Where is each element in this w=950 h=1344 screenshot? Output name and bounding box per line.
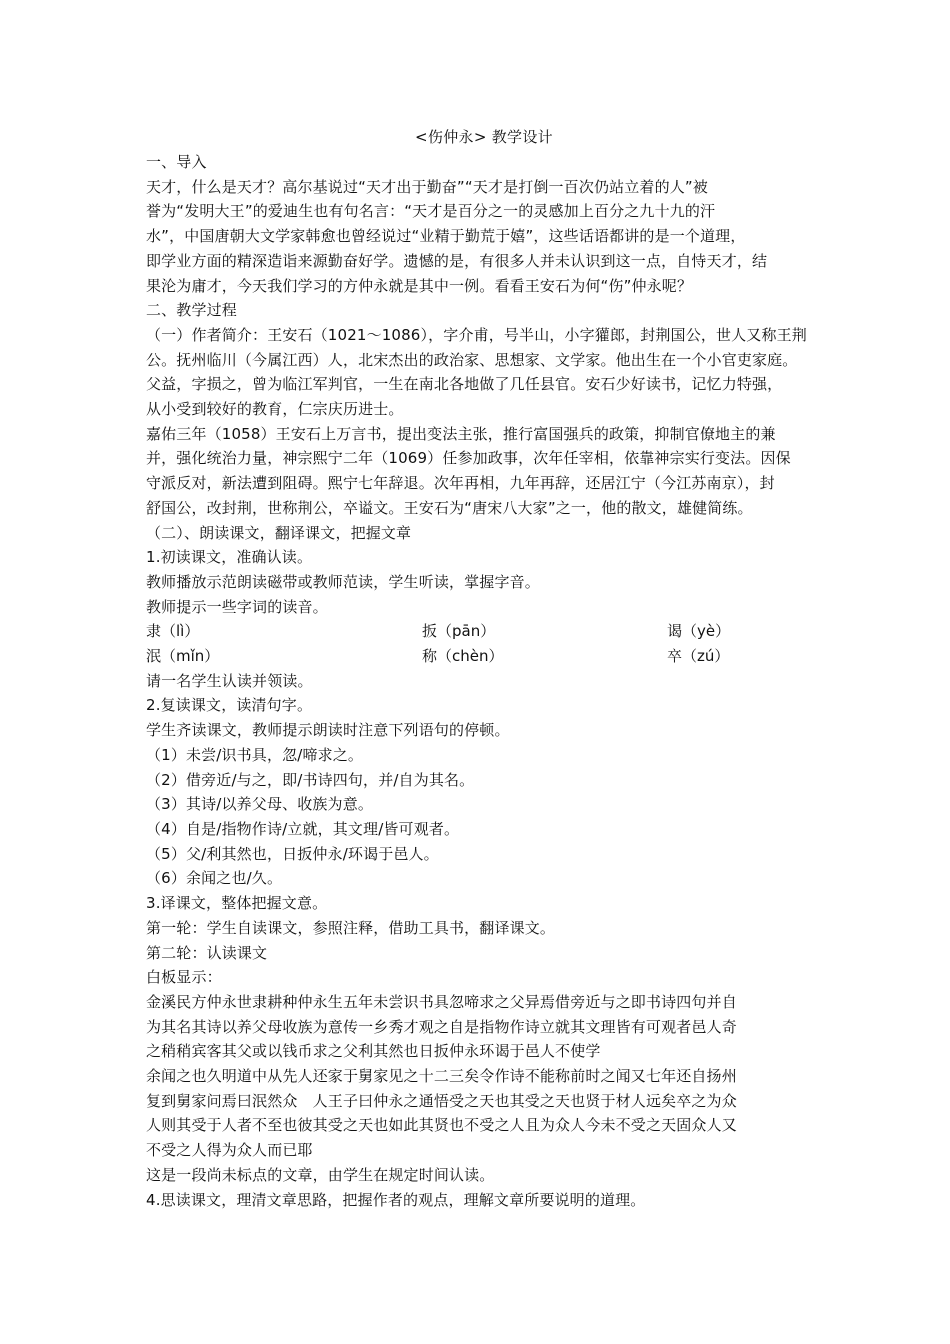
reform-paragraph	[146, 422, 822, 521]
classical-text-line: 为其名其诗以养父母收族为意传一乡秀才观之自是指物作诗立就其文理皆有可观者邑人奇	[146, 1017, 737, 1036]
author-line: 父益，字损之，曾为临江军判官，一生在南北各地做了几任县官。安石少好读书，记忆力特强，	[146, 375, 783, 394]
pause-item: （3）其诗/以养父母、收族为意。	[146, 795, 373, 814]
author-line: 公。抚州临川（今属江西）人，北宋杰出的政治家、思想家、文学家。他出生在一个小官吏家庭。	[146, 350, 798, 369]
step-1-text: 请一名学生认读并领读。	[146, 671, 313, 690]
classical-text-line: 复到舅家问焉曰泯然众 人王子曰仲永之通悟受之天也其受之天也贤于材人远矣卒之为众	[146, 1091, 737, 1110]
page-title: <伤仲永> 教学设计	[415, 128, 553, 146]
step-1-text: 教师播放示范朗读磁带或教师范读，学生听读，掌握字音。	[146, 572, 540, 591]
author-line: 从小受到较好的教育，仁宗庆历进士。	[146, 400, 404, 419]
subsection-heading-reading: （二）、朗读课文，翻译课文，把握文章	[146, 523, 412, 542]
section-heading-intro: 一、导入	[146, 153, 207, 171]
round-1-text: 第一轮：学生自读课文，参照注释，借助工具书，翻译课文。	[146, 918, 556, 937]
classical-text-line: 余闻之也久明道中从先人还家于舅家见之十二三矣令作诗不能称前时之闻又七年还自扬州	[146, 1067, 737, 1086]
step-1-heading: 1.初读课文，准确认读。	[146, 548, 313, 567]
pause-item: （4）自是/指物作诗/立就，其文理/皆可观者。	[146, 819, 460, 838]
pause-item: （1）未尝/识书具，忽/啼求之。	[146, 745, 364, 764]
step-2-text: 学生齐读课文，教师提示朗读时注意下列语句的停顿。	[146, 721, 510, 740]
reform-line: 并，强化统治力量，神宗熙宁二年（1069）任参加政事，次年任宰相，依靠神宗实行变法。因保	[146, 449, 791, 468]
author-line: （一）作者简介：王安石（1021～1086），字介甫，号半山，小字獾郎，封荆国公，世人又称王荆	[146, 325, 807, 344]
intro-line: 天才，什么是天才？高尔基说过“天才出于勤奋”“天才是打倒一百次仍站立着的人”被	[146, 177, 708, 196]
step-3-heading: 3.译课文，整体把握文意。	[146, 894, 328, 913]
classical-text-line: 不受之人得为众人而已耶	[146, 1141, 313, 1160]
pause-item: （6）余闻之也/久。	[146, 869, 283, 888]
step-1-text: 教师提示一些字词的读音。	[146, 597, 328, 616]
intro-line: 水”，中国唐朝大文学家韩愈也曾经说过“业精于勤荒于嬉”，这些话语都讲的是一个道理，	[146, 227, 746, 246]
pronunciation-item: 谒（yè）	[667, 622, 731, 641]
pronunciation-item: 卒（zú）	[667, 647, 730, 666]
pronunciation-item: 扳（pān）	[422, 622, 496, 641]
reform-line: 嘉佑三年（1058）王安石上万言书，提出变法主张，推行富国强兵的政策，抑制官僚地主的兼	[146, 424, 776, 443]
intro-line: 誉为“发明大王”的爱迪生也有句名言：“天才是百分之一的灵感加上百分之九十九的汗	[146, 202, 716, 221]
pronunciation-item: 隶（lì）	[146, 622, 200, 641]
reform-line: 舒国公，改封荆，世称荆公，卒谥文。王安石为“唐宋八大家”之一，他的散文，雄健简练。	[146, 498, 753, 517]
intro-line: 果沦为庸才，今天我们学习的方仲永就是其中一例。看看王安石为何“伤”仲永呢？	[146, 276, 693, 295]
reform-line: 守派反对，新法遭到阻碍。熙宁七年辞退。次年再相，九年再辞，还居江宁（今江苏南京），封	[146, 474, 775, 493]
pause-item: （2）借旁近/与之，即/书诗四句，并/自为其名。	[146, 770, 475, 789]
intro-paragraph	[146, 175, 822, 299]
step-2-heading: 2.复读课文，读清句字。	[146, 696, 313, 715]
classical-text-line: 之稍稍宾客其父或以钱币求之父利其然也日扳仲永环谒于邑人不使学	[146, 1042, 601, 1061]
intro-line: 即学业方面的精深造诣来源勤奋好学。遗憾的是，有很多人并未认识到这一点，自恃天才，结	[146, 251, 768, 270]
whiteboard-label: 白板显示：	[146, 968, 222, 987]
pronunciation-item: 称（chèn）	[422, 647, 504, 666]
classical-text-line: 人则其受于人者不至也彼其受之天也如此其贤也不受之人且为众人今未不受之天固众人又	[146, 1116, 737, 1135]
pronunciation-item: 泯（mǐn）	[146, 647, 220, 666]
pronunciation-row	[146, 644, 822, 669]
classical-text-line: 金溪民方仲永世隶耕种仲永生五年未尝识书具忽啼求之父异焉借旁近与之即书诗四句并自	[146, 992, 737, 1011]
document-page	[146, 126, 822, 1212]
round-2-text: 第二轮：认读课文	[146, 943, 268, 962]
step-4-heading: 4.思读课文，理清文章思路，把握作者的观点，理解文章所要说明的道理。	[146, 1190, 646, 1209]
pause-item: （5）父/利其然也，日扳仲永/环谒于邑人。	[146, 844, 439, 863]
author-paragraph	[146, 323, 822, 422]
note-text: 这是一段尚未标点的文章，由学生在规定时间认读。	[146, 1165, 495, 1184]
pronunciation-row	[146, 619, 822, 644]
section-heading-process: 二、教学过程	[146, 301, 237, 320]
pause-list	[146, 743, 822, 891]
unpunctuated-text	[146, 990, 822, 1163]
